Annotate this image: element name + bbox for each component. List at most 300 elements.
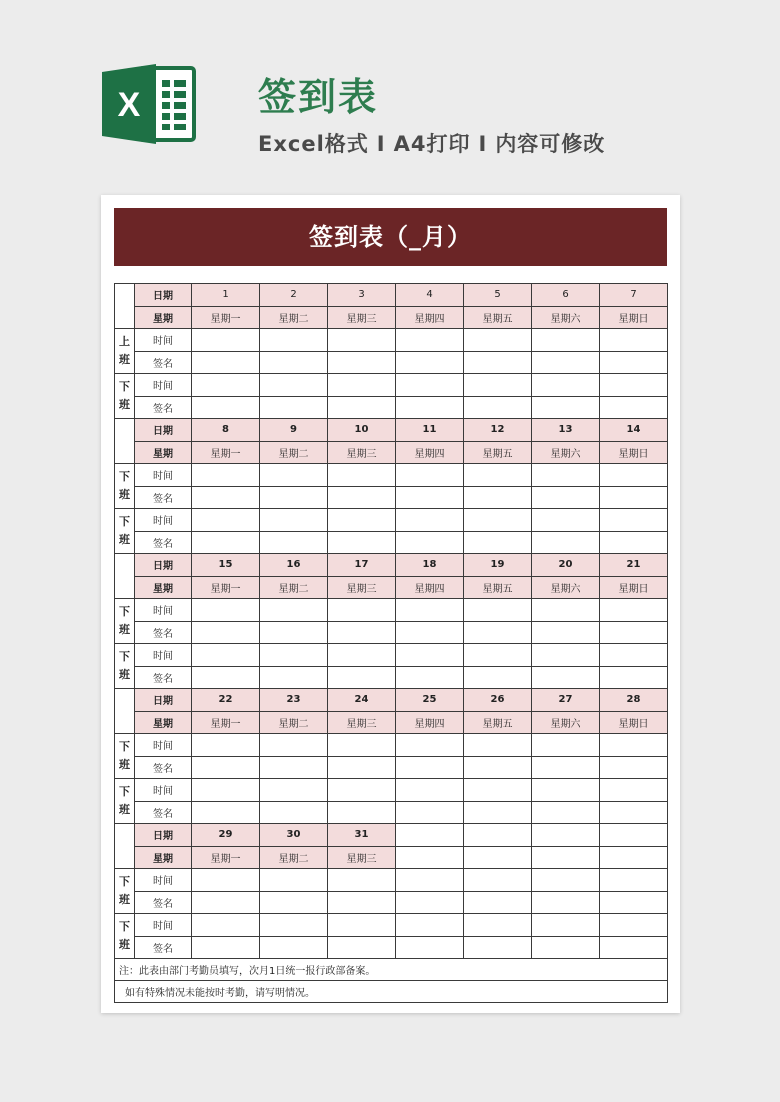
signature-entry-cell[interactable] (192, 756, 260, 779)
subtitle-editable: 内容可修改 (495, 132, 606, 156)
signature-entry-cell[interactable] (532, 531, 600, 554)
signature-entry-cell[interactable] (396, 756, 464, 779)
time-entry-cell[interactable] (328, 734, 396, 757)
time-entry-cell[interactable] (260, 779, 328, 802)
time-entry-cell[interactable] (464, 914, 532, 937)
date-cell: 29 (192, 824, 260, 847)
date-cell: 18 (396, 554, 464, 577)
signature-entry-cell[interactable] (260, 396, 328, 419)
signature-entry-cell[interactable] (260, 891, 328, 914)
date-cell: 23 (260, 689, 328, 712)
period-label: 下 班 (115, 509, 135, 554)
subtitle-separator: I (478, 132, 488, 156)
note-text: 如有特殊情况未能按时考勤，请写明情况。 (115, 981, 668, 1003)
signature-entry-cell[interactable] (600, 891, 668, 914)
period-label: 上 班 (115, 329, 135, 374)
time-entry-cell[interactable] (260, 329, 328, 352)
signature-entry-cell[interactable] (260, 756, 328, 779)
weekday-cell: 星期日 (600, 441, 668, 464)
period-label: 下 班 (115, 374, 135, 419)
signature-entry-cell[interactable] (464, 531, 532, 554)
sign-label: 签名 (135, 351, 192, 374)
time-entry-cell[interactable] (328, 509, 396, 532)
time-entry-cell[interactable] (600, 914, 668, 937)
weekday-cell: 星期日 (600, 711, 668, 734)
signature-entry-cell[interactable] (532, 351, 600, 374)
weekday-cell: 星期五 (464, 441, 532, 464)
time-row (115, 374, 668, 397)
date-cell: 13 (532, 419, 600, 442)
time-entry-cell[interactable] (464, 734, 532, 757)
time-label: 时间 (135, 914, 192, 937)
signature-entry-cell[interactable] (396, 621, 464, 644)
date-cell: 12 (464, 419, 532, 442)
time-entry-cell[interactable] (396, 644, 464, 667)
date-cell: 31 (328, 824, 396, 847)
weekday-row (115, 846, 668, 869)
signature-entry-cell[interactable] (464, 666, 532, 689)
date-label: 日期 (135, 554, 192, 577)
date-cell: 11 (396, 419, 464, 442)
date-cell: 27 (532, 689, 600, 712)
signature-entry-cell[interactable] (532, 756, 600, 779)
date-cell: 26 (464, 689, 532, 712)
subtitle-separator: I (376, 132, 386, 156)
signature-entry-cell[interactable] (532, 396, 600, 419)
time-row (115, 509, 668, 532)
date-cell: 6 (532, 284, 600, 307)
signature-entry-cell[interactable] (532, 666, 600, 689)
time-row (115, 869, 668, 892)
week-corner-cell (115, 689, 135, 734)
signature-entry-cell[interactable] (532, 936, 600, 959)
date-cell: 22 (192, 689, 260, 712)
weekday-label: 星期 (135, 306, 192, 329)
date-cell: 25 (396, 689, 464, 712)
time-entry-cell[interactable] (532, 329, 600, 352)
signature-row (115, 531, 668, 554)
time-entry-cell[interactable] (600, 464, 668, 487)
signature-entry-cell[interactable] (328, 936, 396, 959)
date-label: 日期 (135, 689, 192, 712)
empty-cell (464, 824, 532, 847)
period-label: 下 班 (115, 734, 135, 779)
date-label: 日期 (135, 419, 192, 442)
time-entry-cell[interactable] (260, 374, 328, 397)
note-text: 注：此表由部门考勤员填写，次月1日统一报行政部备案。 (115, 959, 668, 981)
time-entry-cell[interactable] (328, 464, 396, 487)
signature-entry-cell[interactable] (192, 801, 260, 824)
date-cell: 14 (600, 419, 668, 442)
date-label: 日期 (135, 284, 192, 307)
signature-entry-cell[interactable] (396, 891, 464, 914)
signature-entry-cell[interactable] (396, 396, 464, 419)
sign-label: 签名 (135, 936, 192, 959)
time-entry-cell[interactable] (192, 644, 260, 667)
time-entry-cell[interactable] (600, 374, 668, 397)
time-entry-cell[interactable] (328, 329, 396, 352)
signature-entry-cell[interactable] (464, 351, 532, 374)
weekday-cell: 星期二 (260, 306, 328, 329)
signature-entry-cell[interactable] (260, 531, 328, 554)
weekday-cell: 星期六 (532, 306, 600, 329)
time-entry-cell[interactable] (260, 509, 328, 532)
date-cell: 16 (260, 554, 328, 577)
empty-cell (532, 824, 600, 847)
weekday-cell: 星期四 (396, 576, 464, 599)
time-entry-cell[interactable] (260, 464, 328, 487)
week-corner-cell (115, 554, 135, 599)
time-row (115, 914, 668, 937)
time-row (115, 599, 668, 622)
signature-entry-cell[interactable] (260, 936, 328, 959)
signature-entry-cell[interactable] (260, 666, 328, 689)
signature-entry-cell[interactable] (328, 621, 396, 644)
signature-entry-cell[interactable] (464, 396, 532, 419)
weekday-label: 星期 (135, 846, 192, 869)
signature-row (115, 351, 668, 374)
signature-entry-cell[interactable] (600, 756, 668, 779)
time-entry-cell[interactable] (396, 599, 464, 622)
time-label: 时间 (135, 734, 192, 757)
note-row (115, 981, 668, 1003)
signature-entry-cell[interactable] (192, 396, 260, 419)
time-label: 时间 (135, 644, 192, 667)
sign-label: 签名 (135, 621, 192, 644)
signature-entry-cell[interactable] (396, 936, 464, 959)
time-entry-cell[interactable] (464, 644, 532, 667)
time-entry-cell[interactable] (532, 644, 600, 667)
time-entry-cell[interactable] (328, 599, 396, 622)
date-cell: 1 (192, 284, 260, 307)
sign-label: 签名 (135, 666, 192, 689)
weekday-label: 星期 (135, 711, 192, 734)
signature-entry-cell[interactable] (600, 396, 668, 419)
weekday-row (115, 576, 668, 599)
time-entry-cell[interactable] (600, 779, 668, 802)
page-subtitle (258, 128, 605, 158)
time-label: 时间 (135, 869, 192, 892)
time-entry-cell[interactable] (600, 329, 668, 352)
empty-cell (396, 846, 464, 869)
signature-entry-cell[interactable] (600, 531, 668, 554)
signature-entry-cell[interactable] (328, 666, 396, 689)
signature-entry-cell[interactable] (192, 621, 260, 644)
sign-in-table (114, 283, 668, 1003)
signature-row (115, 621, 668, 644)
date-cell: 8 (192, 419, 260, 442)
date-cell: 9 (260, 419, 328, 442)
week-corner-cell (115, 824, 135, 869)
weekday-row (115, 306, 668, 329)
signature-entry-cell[interactable] (328, 486, 396, 509)
time-label: 时间 (135, 599, 192, 622)
time-entry-cell[interactable] (192, 509, 260, 532)
time-entry-cell[interactable] (192, 914, 260, 937)
period-label: 下 班 (115, 869, 135, 914)
weekday-cell: 星期三 (328, 441, 396, 464)
date-cell: 10 (328, 419, 396, 442)
sign-label: 签名 (135, 756, 192, 779)
time-entry-cell[interactable] (532, 509, 600, 532)
time-entry-cell[interactable] (464, 464, 532, 487)
date-cell: 19 (464, 554, 532, 577)
signature-entry-cell[interactable] (464, 936, 532, 959)
time-entry-cell[interactable] (328, 869, 396, 892)
time-entry-cell[interactable] (396, 734, 464, 757)
time-entry-cell[interactable] (464, 509, 532, 532)
period-label: 下 班 (115, 599, 135, 644)
time-entry-cell[interactable] (532, 374, 600, 397)
weekday-cell: 星期一 (192, 846, 260, 869)
empty-cell (600, 846, 668, 869)
date-cell: 28 (600, 689, 668, 712)
subtitle-print: A4打印 (393, 132, 471, 156)
signature-entry-cell[interactable] (260, 486, 328, 509)
time-entry-cell[interactable] (600, 599, 668, 622)
signature-row (115, 936, 668, 959)
time-entry-cell[interactable] (464, 599, 532, 622)
date-cell: 30 (260, 824, 328, 847)
time-entry-cell[interactable] (464, 329, 532, 352)
signature-entry-cell[interactable] (192, 936, 260, 959)
signature-entry-cell[interactable] (600, 351, 668, 374)
signature-entry-cell[interactable] (600, 801, 668, 824)
weekday-cell: 星期四 (396, 441, 464, 464)
time-label: 时间 (135, 464, 192, 487)
time-entry-cell[interactable] (328, 914, 396, 937)
time-entry-cell[interactable] (532, 734, 600, 757)
signature-entry-cell[interactable] (192, 531, 260, 554)
signature-entry-cell[interactable] (192, 351, 260, 374)
signature-entry-cell[interactable] (260, 351, 328, 374)
weekday-cell: 星期四 (396, 711, 464, 734)
sign-label: 签名 (135, 486, 192, 509)
time-row (115, 329, 668, 352)
week-corner-cell (115, 284, 135, 329)
sheet-banner: 签到表（_月） (114, 208, 667, 266)
date-cell: 5 (464, 284, 532, 307)
time-entry-cell[interactable] (192, 869, 260, 892)
signature-entry-cell[interactable] (192, 486, 260, 509)
time-entry-cell[interactable] (328, 644, 396, 667)
date-cell: 3 (328, 284, 396, 307)
time-entry-cell[interactable] (600, 644, 668, 667)
time-entry-cell[interactable] (260, 869, 328, 892)
signature-row (115, 486, 668, 509)
time-entry-cell[interactable] (192, 779, 260, 802)
excel-icon (100, 62, 196, 146)
time-row (115, 779, 668, 802)
weekday-cell: 星期一 (192, 576, 260, 599)
subtitle-format: Excel格式 (258, 132, 369, 156)
time-entry-cell[interactable] (532, 599, 600, 622)
time-entry-cell[interactable] (532, 869, 600, 892)
weekday-cell: 星期日 (600, 576, 668, 599)
time-entry-cell[interactable] (260, 734, 328, 757)
signature-entry-cell[interactable] (328, 531, 396, 554)
time-entry-cell[interactable] (396, 464, 464, 487)
empty-cell (464, 846, 532, 869)
empty-cell (600, 824, 668, 847)
signature-entry-cell[interactable] (600, 486, 668, 509)
time-entry-cell[interactable] (396, 869, 464, 892)
time-entry-cell[interactable] (328, 374, 396, 397)
signature-entry-cell[interactable] (464, 801, 532, 824)
signature-entry-cell[interactable] (192, 666, 260, 689)
excel-logo-letter: X (117, 86, 141, 124)
time-entry-cell[interactable] (192, 329, 260, 352)
time-entry-cell[interactable] (600, 734, 668, 757)
signature-entry-cell[interactable] (260, 621, 328, 644)
time-entry-cell[interactable] (464, 779, 532, 802)
weekday-cell: 星期六 (532, 441, 600, 464)
date-row (115, 419, 668, 442)
time-entry-cell[interactable] (532, 914, 600, 937)
time-label: 时间 (135, 509, 192, 532)
weekday-cell: 星期一 (192, 306, 260, 329)
week-corner-cell (115, 419, 135, 464)
weekday-cell: 星期五 (464, 711, 532, 734)
time-entry-cell[interactable] (600, 509, 668, 532)
signature-row (115, 801, 668, 824)
time-entry-cell[interactable] (396, 509, 464, 532)
weekday-cell: 星期二 (260, 441, 328, 464)
time-entry-cell[interactable] (192, 599, 260, 622)
signature-entry-cell[interactable] (192, 891, 260, 914)
time-entry-cell[interactable] (532, 779, 600, 802)
signature-row (115, 891, 668, 914)
weekday-cell: 星期三 (328, 846, 396, 869)
time-row (115, 734, 668, 757)
signature-entry-cell[interactable] (532, 801, 600, 824)
signature-entry-cell[interactable] (328, 351, 396, 374)
signature-entry-cell[interactable] (260, 801, 328, 824)
weekday-cell: 星期三 (328, 576, 396, 599)
page-title: 签到表 (258, 75, 379, 119)
weekday-label: 星期 (135, 576, 192, 599)
time-entry-cell[interactable] (328, 779, 396, 802)
date-cell: 2 (260, 284, 328, 307)
date-cell: 7 (600, 284, 668, 307)
time-label: 时间 (135, 374, 192, 397)
weekday-cell: 星期三 (328, 711, 396, 734)
signature-entry-cell[interactable] (328, 396, 396, 419)
time-entry-cell[interactable] (464, 869, 532, 892)
date-row (115, 824, 668, 847)
signature-entry-cell[interactable] (532, 891, 600, 914)
weekday-cell: 星期二 (260, 576, 328, 599)
empty-cell (396, 824, 464, 847)
period-label: 下 班 (115, 779, 135, 824)
time-entry-cell[interactable] (260, 644, 328, 667)
weekday-cell: 星期日 (600, 306, 668, 329)
time-entry-cell[interactable] (192, 734, 260, 757)
weekday-cell: 星期六 (532, 576, 600, 599)
signature-entry-cell[interactable] (396, 351, 464, 374)
signature-entry-cell[interactable] (396, 531, 464, 554)
signature-entry-cell[interactable] (328, 756, 396, 779)
sign-label: 签名 (135, 396, 192, 419)
time-entry-cell[interactable] (396, 779, 464, 802)
weekday-cell: 星期五 (464, 576, 532, 599)
signature-entry-cell[interactable] (328, 891, 396, 914)
signature-entry-cell[interactable] (396, 486, 464, 509)
signature-entry-cell[interactable] (532, 486, 600, 509)
signature-row (115, 666, 668, 689)
date-cell: 21 (600, 554, 668, 577)
time-entry-cell[interactable] (192, 464, 260, 487)
date-cell: 15 (192, 554, 260, 577)
time-row (115, 644, 668, 667)
period-label: 下 班 (115, 464, 135, 509)
sign-label: 签名 (135, 891, 192, 914)
time-entry-cell[interactable] (396, 329, 464, 352)
time-entry-cell[interactable] (532, 464, 600, 487)
sign-label: 签名 (135, 531, 192, 554)
time-label: 时间 (135, 329, 192, 352)
signature-entry-cell[interactable] (532, 621, 600, 644)
date-label: 日期 (135, 824, 192, 847)
weekday-cell: 星期二 (260, 711, 328, 734)
weekday-cell: 星期二 (260, 846, 328, 869)
empty-cell (532, 846, 600, 869)
time-row (115, 464, 668, 487)
sign-label: 签名 (135, 801, 192, 824)
weekday-cell: 星期一 (192, 441, 260, 464)
note-row (115, 959, 668, 981)
period-label: 下 班 (115, 644, 135, 689)
time-entry-cell[interactable] (396, 914, 464, 937)
signature-entry-cell[interactable] (328, 801, 396, 824)
signature-entry-cell[interactable] (396, 801, 464, 824)
signature-entry-cell[interactable] (600, 936, 668, 959)
signature-entry-cell[interactable] (600, 621, 668, 644)
date-row (115, 554, 668, 577)
time-entry-cell[interactable] (192, 374, 260, 397)
period-label: 下 班 (115, 914, 135, 959)
date-cell: 4 (396, 284, 464, 307)
signature-row (115, 396, 668, 419)
signature-entry-cell[interactable] (464, 486, 532, 509)
signature-entry-cell[interactable] (464, 756, 532, 779)
weekday-cell: 星期一 (192, 711, 260, 734)
weekday-cell: 星期三 (328, 306, 396, 329)
date-row (115, 689, 668, 712)
time-entry-cell[interactable] (260, 914, 328, 937)
signature-entry-cell[interactable] (600, 666, 668, 689)
date-cell: 17 (328, 554, 396, 577)
weekday-label: 星期 (135, 441, 192, 464)
time-entry-cell[interactable] (260, 599, 328, 622)
signature-entry-cell[interactable] (464, 621, 532, 644)
weekday-cell: 星期五 (464, 306, 532, 329)
date-row (115, 284, 668, 307)
weekday-row (115, 711, 668, 734)
time-entry-cell[interactable] (464, 374, 532, 397)
date-cell: 24 (328, 689, 396, 712)
weekday-row (115, 441, 668, 464)
time-entry-cell[interactable] (396, 374, 464, 397)
date-cell: 20 (532, 554, 600, 577)
signature-row (115, 756, 668, 779)
weekday-cell: 星期四 (396, 306, 464, 329)
signature-entry-cell[interactable] (464, 891, 532, 914)
time-entry-cell[interactable] (600, 869, 668, 892)
signature-entry-cell[interactable] (396, 666, 464, 689)
time-label: 时间 (135, 779, 192, 802)
weekday-cell: 星期六 (532, 711, 600, 734)
